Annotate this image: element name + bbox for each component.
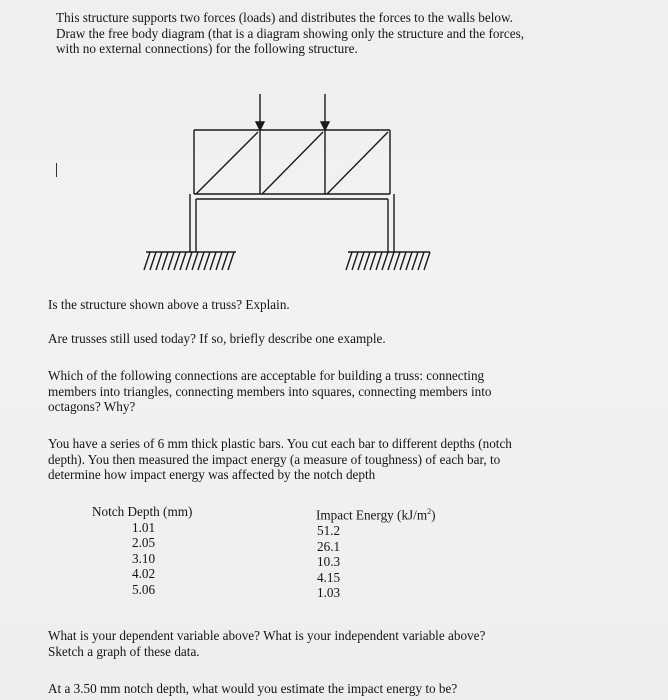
diagonal-member <box>327 132 388 194</box>
impact-energy-value: 51.2 <box>317 522 341 538</box>
notch-depth-value: 3.10 <box>132 550 156 566</box>
impact-energy-header <box>316 504 436 523</box>
impact-energy-value: 26.1 <box>317 538 341 554</box>
intro-paragraph <box>56 10 616 57</box>
question-line: octagons? Why? <box>48 399 136 414</box>
diagonal-member <box>262 132 323 194</box>
question-line: You have a series of 6 mm thick plastic bars. You cut each bar to different depths (notch <box>48 436 512 451</box>
question-variables <box>48 628 608 659</box>
impact-energy-header-close: ) <box>431 507 436 523</box>
notch-depth-value: 2.05 <box>132 535 156 551</box>
question-trusses-today <box>48 331 608 347</box>
impact-energy-header-text: Impact Energy (kJ/m <box>316 507 428 523</box>
question-line: Which of the following connections are acceptable for building a truss: connecting <box>48 368 485 383</box>
load-arrowhead-left-icon <box>256 122 264 130</box>
question-estimate <box>48 681 608 697</box>
diagonal-member <box>196 132 258 194</box>
question-line: Is the structure shown above a truss? Explain. <box>48 297 290 312</box>
notch-depth-column <box>92 504 192 598</box>
question-plastic-bars <box>48 436 608 483</box>
notch-depth-header: Notch Depth (mm) <box>92 504 193 519</box>
notch-depth-value: 5.06 <box>132 581 156 597</box>
question-truss <box>48 297 608 313</box>
load-arrowhead-right-icon <box>321 122 329 130</box>
intro-line: This structure supports two forces (loads) and distributes the forces to the walls below. <box>56 10 513 25</box>
impact-energy-column <box>316 504 436 601</box>
question-connections <box>48 368 608 415</box>
stray-pencil-mark <box>56 163 57 177</box>
impact-energy-header-sup: 2 <box>427 507 432 516</box>
truss-structure-diagram <box>140 92 440 292</box>
left-ground-hatch <box>144 252 234 270</box>
intro-line: with no external connections) for the following structure. <box>56 41 358 56</box>
question-line: depth). You then measured the impact energy (a measure of toughness) of each bar, to <box>48 451 501 467</box>
impact-energy-value: 10.3 <box>317 554 341 570</box>
question-line: At a 3.50 mm notch depth, what would you estimate the impact energy to be? <box>48 681 458 696</box>
notch-depth-value: 4.02 <box>132 566 156 582</box>
intro-line: Draw the free body diagram (that is a diagram showing only the structure and the forces, <box>56 25 525 41</box>
question-line: members into triangles, connecting members into squares, connecting members into <box>48 383 492 399</box>
question-line: determine how impact energy was affected by the notch depth <box>48 467 376 482</box>
question-line: Are trusses still used today? If so, briefly describe one example. <box>48 331 386 346</box>
impact-energy-value: 1.03 <box>317 585 341 601</box>
question-line: What is your dependent variable above? What is your independent variable above? <box>48 628 486 643</box>
impact-energy-value: 4.15 <box>317 569 341 585</box>
notch-depth-value: 1.01 <box>132 519 156 535</box>
question-line: Sketch a graph of these data. <box>48 643 200 659</box>
right-ground-hatch <box>346 252 430 270</box>
